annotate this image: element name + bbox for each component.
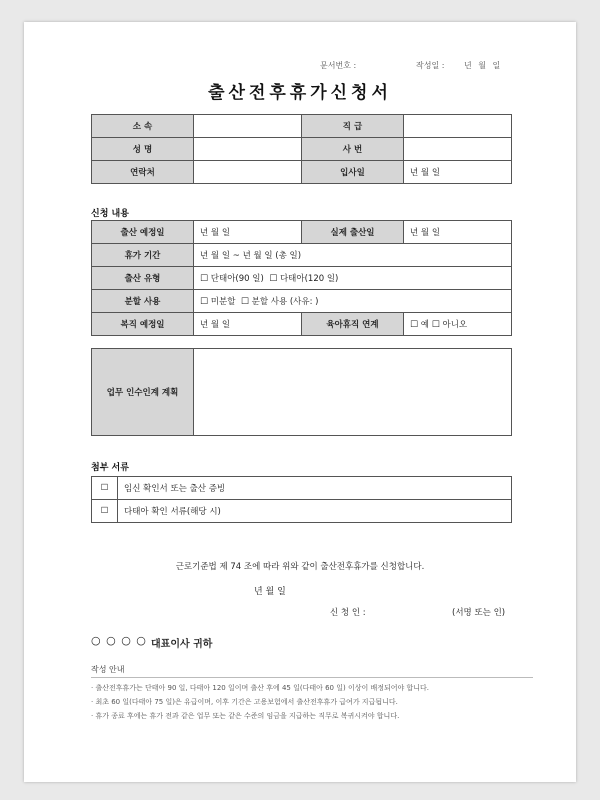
- birth-type-options: [194, 267, 512, 290]
- recipient-marks: ○ ○ ○ ○: [91, 634, 147, 647]
- doc-number-label: 문서번호 :: [320, 61, 357, 70]
- multiple-birth-label: 다태아(120 일): [279, 274, 339, 284]
- attachments-heading: 첨부 서류: [91, 463, 129, 473]
- declaration-text: 근로기준법 제 74 조에 따라 위와 같이 출산전후휴가를 신청합니다.: [175, 562, 425, 572]
- birth-type-label: 출산 유형: [92, 267, 194, 290]
- recipient-label: 대표이사 귀하: [151, 639, 213, 650]
- notes-title: 작성 안내: [91, 665, 125, 674]
- attachment-checkbox[interactable]: ☐: [92, 477, 118, 500]
- written-date-label: 작성일 :: [416, 61, 445, 70]
- return-date-field[interactable]: 년 월 일: [194, 313, 302, 336]
- signature-label: (서명 또는 인): [452, 608, 506, 618]
- single-birth-label: 단태아(90 일): [210, 274, 264, 284]
- attachment-checkbox[interactable]: ☐: [92, 500, 118, 523]
- applicant-label: 신 청 인 :: [330, 608, 366, 618]
- actual-birth-field[interactable]: 년 월 일: [404, 221, 512, 244]
- attachment-row: [92, 500, 512, 523]
- affiliation-label: 소 속: [92, 115, 194, 138]
- childcare-yes-checkbox[interactable]: ☐: [410, 320, 419, 330]
- form-sheet: [24, 22, 576, 782]
- contact-label: 연락처: [92, 161, 194, 184]
- handover-field[interactable]: [194, 349, 512, 436]
- period-field[interactable]: 년 월 일 ~ 년 월 일 (총 일): [194, 244, 512, 267]
- expected-birth-label: 출산 예정일: [92, 221, 194, 244]
- expected-birth-field[interactable]: 년 월 일: [194, 221, 302, 244]
- applicant-info-table: [91, 114, 512, 184]
- no-split-checkbox[interactable]: ☐: [200, 297, 209, 307]
- attachments-table: [91, 476, 512, 523]
- split-checkbox[interactable]: ☐: [240, 297, 249, 307]
- affiliation-field[interactable]: [194, 115, 302, 138]
- name-field[interactable]: [194, 138, 302, 161]
- handover-label: 업무 인수인계 계획: [92, 349, 194, 436]
- split-use-options: [194, 290, 512, 313]
- declaration-date: 년 월 일: [254, 587, 286, 597]
- attachment-label: 임신 확인서 또는 출산 증빙: [118, 477, 512, 500]
- childcare-link-label: 육아휴직 연계: [302, 313, 404, 336]
- join-date-label: 입사일: [302, 161, 404, 184]
- childcare-yes-label: 예: [420, 320, 429, 330]
- employee-no-label: 사 번: [302, 138, 404, 161]
- position-label: 직 급: [302, 115, 404, 138]
- request-heading: 신청 내용: [91, 209, 129, 219]
- return-date-label: 복직 예정일: [92, 313, 194, 336]
- split-label: 분할 사용 (사유: ): [251, 297, 319, 307]
- position-field[interactable]: [404, 115, 512, 138]
- employee-no-field[interactable]: [404, 138, 512, 161]
- attachment-label: 다태아 확인 서류(해당 시): [118, 500, 512, 523]
- childcare-no-label: 아니오: [442, 320, 468, 330]
- period-label: 휴가 기간: [92, 244, 194, 267]
- attachment-row: [92, 477, 512, 500]
- multiple-birth-checkbox[interactable]: ☐: [269, 274, 278, 284]
- note-item: · 출산전후휴가는 단태아 90 일, 다태아 120 일이며 출산 후에 45 일(다태아 60 일) 이상이 배정되어야 합니다.: [91, 684, 430, 692]
- handover-table: [91, 348, 512, 436]
- notes-divider: [91, 677, 533, 678]
- split-use-label: 분할 사용: [92, 290, 194, 313]
- name-label: 성 명: [92, 138, 194, 161]
- note-item: · 최초 60 일(다태아 75 일)은 유급이며, 이후 기간은 고용보험에서 출산전후휴가 급여가 지급됩니다.: [91, 698, 398, 706]
- note-item: · 휴가 종료 후에는 휴가 전과 같은 업무 또는 같은 수준의 임금을 지급하는 직무로 복귀시켜야 합니다.: [91, 712, 400, 720]
- no-split-label: 미분할: [210, 297, 236, 307]
- join-date-field[interactable]: 년 월 일: [404, 161, 512, 184]
- written-date-value: 년 월 일: [464, 61, 503, 70]
- actual-birth-label: 실제 출산일: [302, 221, 404, 244]
- childcare-link-options: [404, 313, 512, 336]
- request-table: [91, 220, 512, 336]
- childcare-no-checkbox[interactable]: ☐: [431, 320, 440, 330]
- contact-field[interactable]: [194, 161, 302, 184]
- form-title: 출산전후휴가신청서: [208, 83, 392, 103]
- single-birth-checkbox[interactable]: ☐: [200, 274, 209, 284]
